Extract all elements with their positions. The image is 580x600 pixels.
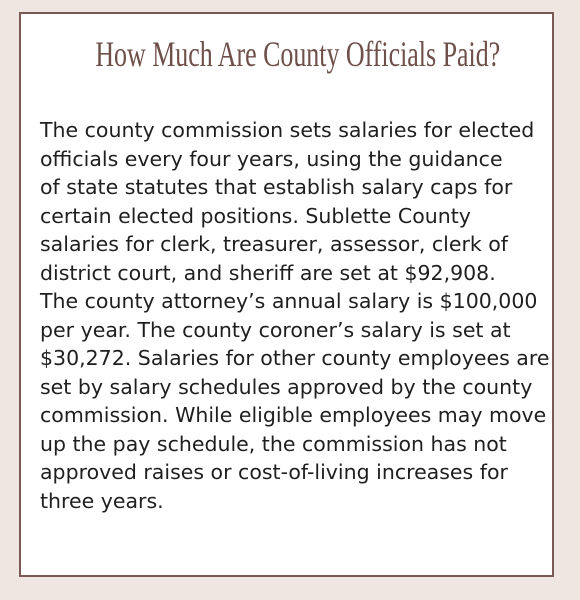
body-line: up the pay schedule, the commission has not: [40, 431, 507, 456]
body-line: commission. While eligible employees may move: [40, 403, 547, 427]
body-line: The county attorney’s annual salary is $100,000: [40, 289, 538, 313]
box-title: How Much Are County Officials Paid?: [95, 34, 501, 74]
box-body-text: [40, 116, 550, 515]
body-line: $30,272. Salaries for other county employees are: [40, 346, 550, 370]
body-line: approved raises or cost-of-living increases for: [40, 460, 508, 484]
body-line: district court, and sheriff are set at $92,908.: [40, 260, 496, 285]
body-line: salaries for clerk, treasurer, assessor, clerk of: [40, 232, 509, 256]
body-line: set by salary schedules approved by the county: [40, 374, 533, 399]
body-line: of state statutes that establish salary caps for: [40, 175, 513, 199]
info-box: [19, 12, 554, 577]
body-line: certain elected positions. Sublette County: [40, 203, 471, 228]
body-line: The county commission sets salaries for elected: [40, 118, 535, 142]
body-line: officials every four years, using the guidance: [40, 146, 503, 171]
body-line: per year. The county coroner’s salary is set at: [40, 317, 511, 342]
body-line: three years.: [40, 488, 164, 513]
